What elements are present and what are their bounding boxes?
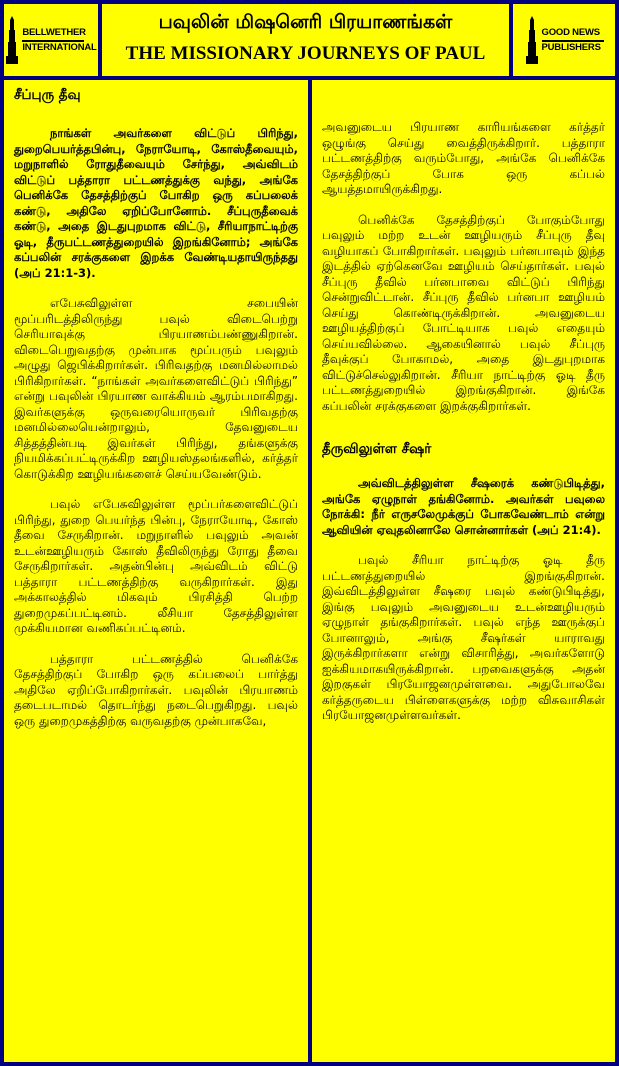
title-tamil: பவுலின் மிஷனெரி பிரயாணங்கள் [158, 11, 453, 33]
logo-line2: INTERNATIONAL [22, 41, 97, 53]
bell-tower-icon [5, 16, 19, 64]
left-column [4, 80, 308, 1062]
body-paragraph: பவுல் சீரியா நாட்டிற்கு ஓடி தீரு பட்டணத்துறையில் இறங்குகிறான். இவ்விடத்திலுள்ள சீஷரை பவுல் கண்டுபிடித்து, இங்கு பவுலும் அவனுடைய உடன்ஊழியரும் ஏழுநாள் தங்குகிறார்கள். பவுல் எந்த ஊருக்குப் போனாலும், அங்கு சீஷர்கள் யாராவது இருக்கிறார்களா என்று விசாரித்து, அவர்களோடு ஐக்கியமாகயிருக்கிறான். பறவைகளுக்கு அதன் இறகுகள் பிரயோஜனமுள்ளவை. அதுபோலவே கர்த்தருடைய பிள்ளைகளுக்கு மற்ற விசுவாசிகள் பிரயோஜனமுள்ளவர்கள். [322, 553, 605, 722]
logo-line2: PUBLISHERS [541, 41, 601, 53]
body-paragraph: பத்தாரா பட்டணத்தில் பெனிக்கே தேசத்திற்குப் போகிற ஒரு கப்பலைப் பார்த்து அதிலே ஏறிப்போகிறார்கள். பவுலின் பிரயாணம் தடைபடாமல் தொடர்ந்து நடைபெறுகிறது. பவுல் ஒரு துறைமுகத்திற்கு வருவதற்கு முன்பாகவே, [14, 651, 298, 728]
scripture-quote: நாங்கள் அவர்களை விட்டுப் பிரிந்து, துறைபெயர்த்தபின்பு, நேராயோடி, கோஸ்தீவையும், மறுநாளில் ரோதுதீவையும் சேர்ந்து, அவ்விடம் விட்டுப் பத்தாரா பட்டணத்துக்கு வந்து, அங்கே பெனிக்கே தேசத்திற்குப் போகிற ஒரு கப்பலைக் கண்டு, அதிலே ஏறிப்போனோம். சீப்புருதீவைக் கண்டு, அதை இடதுபுறமாக விட்டு, சீரியாநாட்டிற்கு ஓடி, தீருபட்டணத்துறையில் இறங்கினோம்; அங்கே கப்பலின் சரக்குகளை இறக்க வேண்டியதாயிருந்தது (அப் 21:1-3). [14, 126, 298, 280]
good-news-logo [513, 4, 615, 76]
title-banner [102, 4, 509, 76]
bellwether-logo [4, 4, 98, 76]
body-paragraph: பவுல் எபேசுவிலுள்ள மூப்பர்களைவிட்டுப் பிரிந்து, துறை பெயர்ந்த பின்பு, நேராயோடி, கோஸ் தீவை சேருகிறான். மறுநாளில் பவுலும் அவன் உடன்ஊழியரும் கோஸ் தீவிலிருந்து ரோது தீவை சேருகிறார்கள். அதன்பின்பு அவ்விடம் விட்டு பத்தாரா பட்டணத்திற்கு வருகிறார்கள். இது அக்காலத்தில் மிகவும் பிரசித்தி பெற்ற துறைமுகப்பட்டினம். லீசியா தேசத்திலுள்ள முக்கியமான வணிகப்பட்டினம். [14, 497, 298, 635]
section-heading: சீப்புரு தீவு [14, 87, 81, 103]
bellwether-wordmark [22, 27, 96, 54]
logo-line1: BELLWETHER [22, 26, 86, 38]
section-heading: தீருவிலுள்ள சீஷர் [322, 441, 432, 457]
body-paragraph: பெனிக்கே தேசத்திற்குப் போகும்போது பவுலும் மற்ற உடன் ஊழியரும் சீப்புரு தீவு வழியாகப் போகிறார்கள். பவுலும் பர்னபாவும் இந்த இடத்தில் ஏற்கெனவே ஊழியம் செய்தார்கள். பவுல் சீப்புரு தீவில் பர்னபாவை விட்டுப் பிரிந்து சென்றுவிட்டான். சீப்புரு தீவில் பர்னபா ஊழியம் செய்து கொண்டிருக்கிறான். அவனுடைய ஊழியத்திற்குப் போட்டியாக பவுல் எதையும் செய்யவில்லை. ஆகையினால் பவுல் சீப்புரு தீவுக்குப் போகாமல், அதை இடதுபுறமாக விட்டுச்செல்லுகிறான். சீரியா நாட்டிற்கு ஓடி தீரு பட்டணத்துறையில் இறங்குகிறான். இங்கே கப்பலின் சரக்குகளை இறக்குகிறார்கள். [322, 212, 605, 413]
bell-tower-icon [525, 16, 539, 64]
good-news-wordmark [542, 27, 604, 54]
title-english: THE MISSIONARY JOURNEYS OF PAUL [125, 43, 486, 64]
right-column [312, 80, 615, 1062]
logo-line1: GOOD NEWS [541, 26, 600, 38]
scripture-quote: அவ்விடத்திலுள்ள சீஷரைக் கண்டுபிடித்து, அங்கே ஏழுநாள் தங்கினோம். அவர்கள் பவுலை நோக்கி: நீர் எருசலேமுக்குப் போகவேண்டாம் என்று ஆவியின் ஏவுதலினாலே சொன்னார்கள் (அப் 21:4). [322, 476, 605, 537]
body-paragraph: அவனுடைய பிரயாண காரியங்களை கர்த்தர் ஒழுங்கு செய்து வைத்திருக்கிறார். பத்தாரா பட்டணத்திற்கு வரும்போது, அங்கே பெனிக்கே தேசத்திற்குப் போக ஒரு கப்பல் ஆயத்தமாயிருக்கிறது. [322, 120, 605, 196]
body-paragraph: எபேசுவிலுள்ள சபையின் மூப்பரிடத்திலிருந்து பவுல் விடைபெற்று செரியாவுக்கு பிரயாணம்பண்ணுகிறான். விடைபெறுவதற்கு முன்பாக மூப்பரும் பவுலும் அழுது ஜெபிக்கிறார்கள். பிரிவதற்கு மனமில்லாமல் பிரிகிறார்கள். “நாங்கள் அவர்களைவிட்டுப் பிரிந்து” என்று பவுலின் பிரயாண வாக்கியம் ஆரம்பமாகிறது. இவர்களுக்கு ஒருவரையொருவர் பிரிவதற்கு மனமில்லையென்றாலும், தேவனுடைய சித்தத்தின்படி இவர்கள் பிரிந்து, தங்களுக்கு நியமிக்கப்பட்டிருக்கிற ஊழியஸ்தலங்களில், கர்த்தர் கொடுக்கிற ஊழியங்களைச் செய்யவேண்டும். [14, 296, 298, 481]
